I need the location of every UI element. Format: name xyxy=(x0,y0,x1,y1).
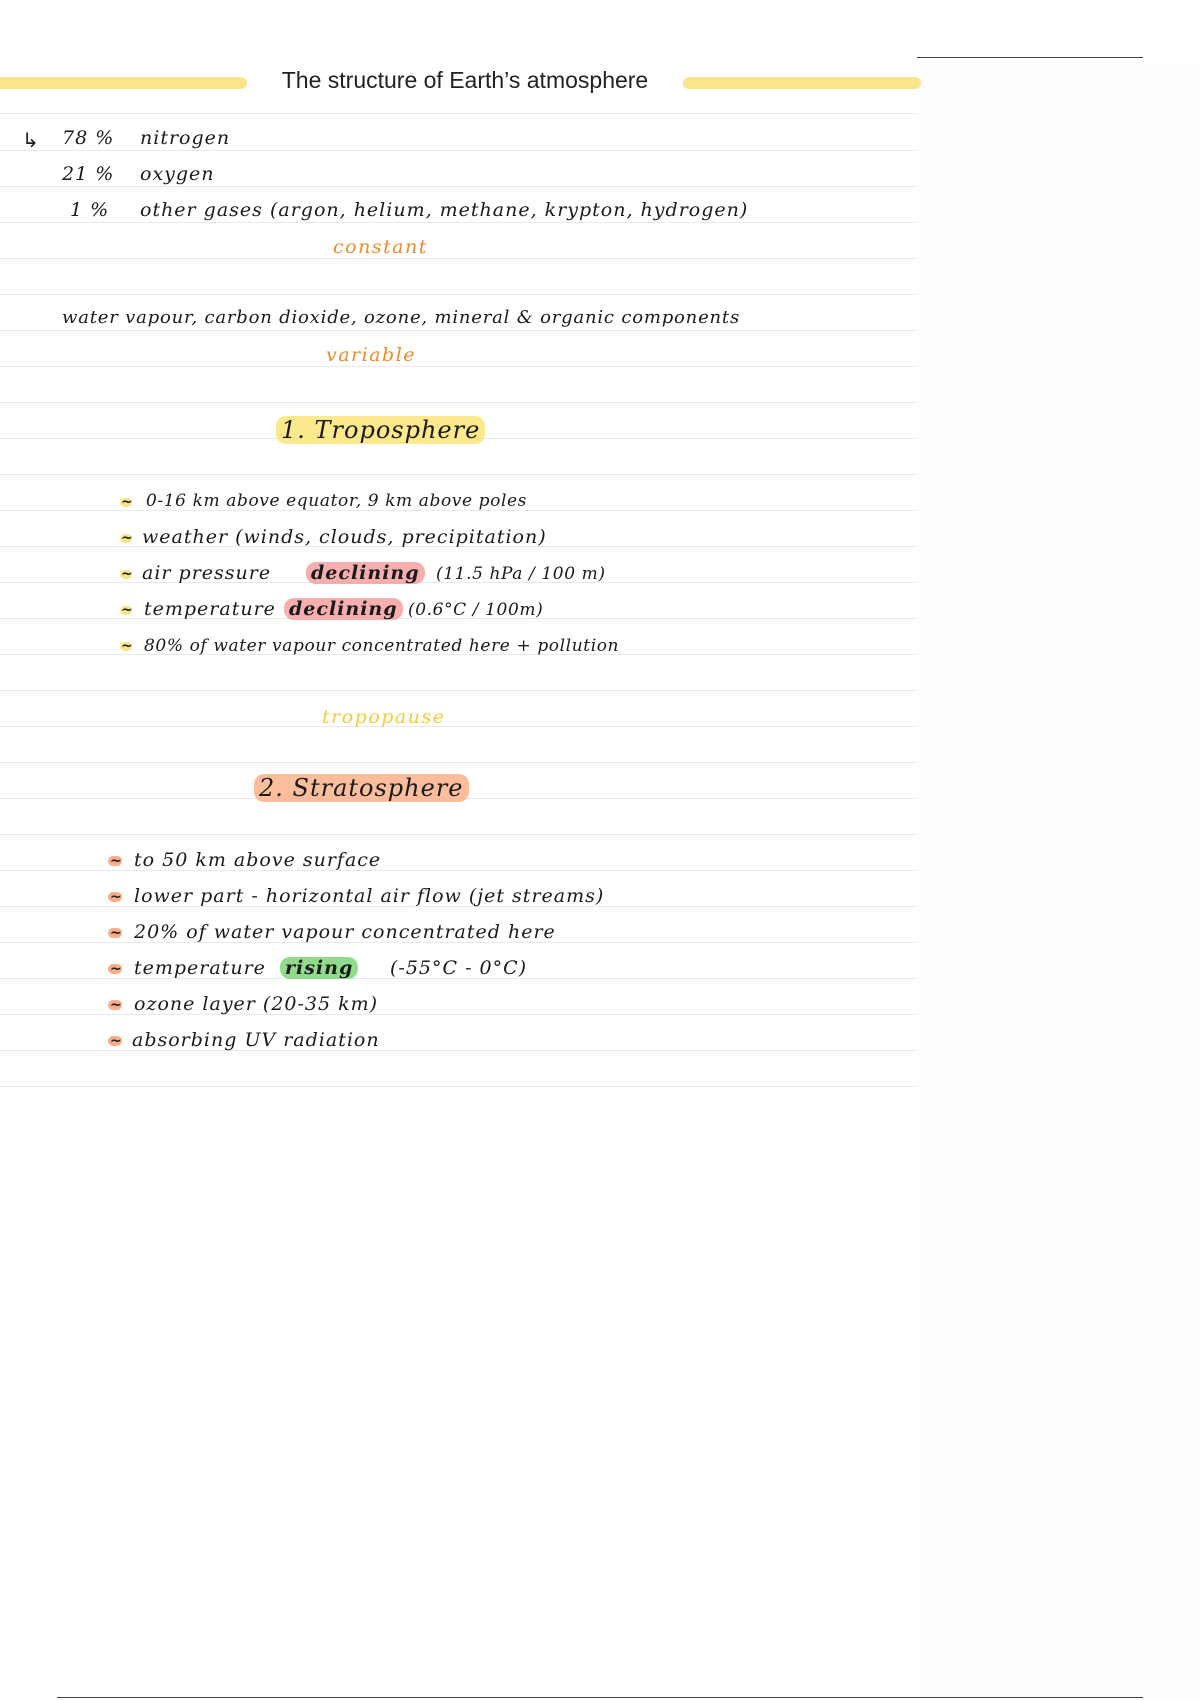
troposphere-bullet-4-label: temperature xyxy=(144,598,276,620)
stratosphere-bullet-6: absorbing UV radiation xyxy=(132,1029,380,1051)
stratosphere-heading xyxy=(254,774,469,802)
tilde-icon: ~ xyxy=(121,638,133,654)
page-margin xyxy=(918,64,1200,1700)
stratosphere-bullet-1: to 50 km above surface xyxy=(134,849,382,871)
constant-label: constant xyxy=(333,236,428,258)
composition-percent-oxygen: 21 % xyxy=(62,163,115,185)
troposphere-heading-text: 1. Troposphere xyxy=(276,416,485,444)
variable-components-line: water vapour, carbon dioxide, ozone, mineral & organic components xyxy=(62,307,740,328)
stratosphere-bullet-2: lower part - horizontal air flow (jet streams) xyxy=(134,885,605,907)
page-title: The structure of Earth’s atmosphere xyxy=(281,67,649,93)
stratosphere-bullet-5: ozone layer (20-35 km) xyxy=(134,993,379,1015)
composition-gas-nitrogen: nitrogen xyxy=(140,127,231,149)
tilde-icon: ~ xyxy=(110,925,122,941)
troposphere-bullet-3-rate: (11.5 hPa / 100 m) xyxy=(436,564,606,584)
return-arrow-icon: ↳ xyxy=(22,128,39,152)
title-highlight-left xyxy=(0,77,247,89)
tilde-icon: ~ xyxy=(121,566,133,582)
troposphere-bullet-4-rate: (0.6°C / 100m) xyxy=(408,600,544,620)
troposphere-bullet-1: 0-16 km above equator, 9 km above poles xyxy=(146,491,528,511)
stratosphere-bullet-4-label: temperature xyxy=(134,957,266,979)
tilde-icon: ~ xyxy=(121,602,133,618)
top-right-rule xyxy=(917,57,1143,58)
stratosphere-bullet-4-trend xyxy=(280,957,358,979)
composition-gas-oxygen: oxygen xyxy=(140,163,215,185)
troposphere-bullet-4-trend xyxy=(284,598,403,620)
troposphere-bullet-3-trend xyxy=(306,562,425,584)
troposphere-bullet-2: weather (winds, clouds, precipitation) xyxy=(142,526,547,548)
troposphere-bullet-5: 80% of water vapour concentrated here + pollution xyxy=(144,636,620,656)
composition-percent-other: 1 % xyxy=(70,199,110,221)
tilde-icon: ~ xyxy=(110,853,122,869)
title-highlight-right xyxy=(683,77,921,89)
rising-highlight: rising xyxy=(280,957,358,979)
stratosphere-bullet-3: 20% of water vapour concentrated here xyxy=(134,921,556,943)
tilde-icon: ~ xyxy=(110,889,122,905)
declining-highlight: declining xyxy=(284,598,403,620)
tilde-icon: ~ xyxy=(110,961,122,977)
troposphere-bullet-3-label: air pressure xyxy=(142,562,272,584)
troposphere-heading xyxy=(276,416,485,444)
composition-gas-other: other gases (argon, helium, methane, krypton, hydrogen) xyxy=(140,199,749,221)
tilde-icon: ~ xyxy=(121,494,133,510)
stratosphere-bullet-4-range: (-55°C - 0°C) xyxy=(390,957,528,979)
variable-label: variable xyxy=(326,344,417,366)
tilde-icon: ~ xyxy=(121,530,133,546)
composition-percent-nitrogen: 78 % xyxy=(62,127,115,149)
bottom-rule xyxy=(57,1697,1143,1698)
tropopause-label: tropopause xyxy=(322,706,446,728)
tilde-icon: ~ xyxy=(110,997,122,1013)
tilde-icon: ~ xyxy=(110,1033,122,1049)
stratosphere-heading-text: 2. Stratosphere xyxy=(254,774,469,802)
declining-highlight: declining xyxy=(306,562,425,584)
